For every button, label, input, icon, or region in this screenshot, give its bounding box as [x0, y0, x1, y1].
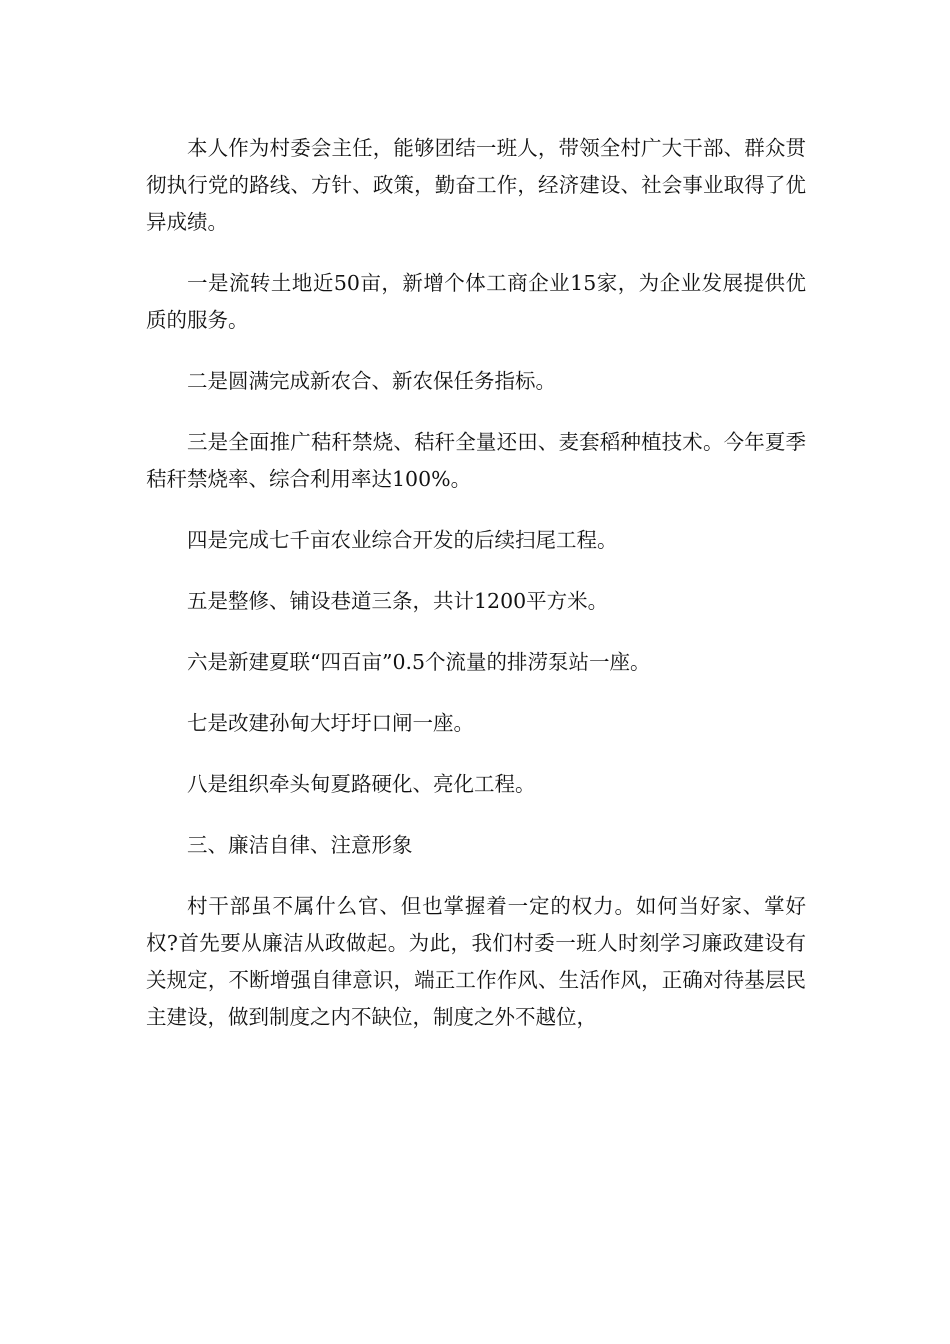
paragraph-section-body: 村干部虽不属什么官、但也掌握着一定的权力。如何当好家、掌好权?首先要从廉洁从政做起。为此，我们村委一班人时刻学习廉政建设有关规定，不断增强自律意识，端正工作作风、生活作风，正确对待基层民主建设，做到制度之内不缺位，制度之外不越位，: [146, 894, 806, 1029]
paragraph-intro: 本人作为村委会主任，能够团结一班人，带领全村广大干部、群众贯彻执行党的路线、方针、政策，勤奋工作，经济建设、社会事业取得了优异成绩。: [146, 136, 806, 234]
document-page: [146, 130, 806, 1060]
paragraph-item-8: 八是组织牵头甸夏路硬化、亮化工程。: [187, 772, 536, 796]
paragraph-item-7: 七是改建孙甸大圩圩口闸一座。: [187, 711, 474, 735]
paragraph-item-1: 一是流转土地近50亩，新增个体工商企业15家，为企业发展提供优质的服务。: [146, 271, 806, 332]
paragraph-item-2: 二是圆满完成新农合、新农保任务指标。: [187, 369, 556, 393]
paragraph-item-5: 五是整修、铺设巷道三条，共计1200平方米。: [187, 589, 609, 613]
paragraph-item-3: 三是全面推广秸秆禁烧、秸秆全量还田、麦套稻种植技术。今年夏季秸秆禁烧率、综合利用率达100%。: [146, 430, 806, 491]
section-heading: 三、廉洁自律、注意形象: [187, 833, 413, 857]
paragraph-item-6: 六是新建夏联“四百亩”0.5个流量的排涝泵站一座。: [187, 650, 651, 674]
paragraph-item-4: 四是完成七千亩农业综合开发的后续扫尾工程。: [187, 528, 618, 552]
